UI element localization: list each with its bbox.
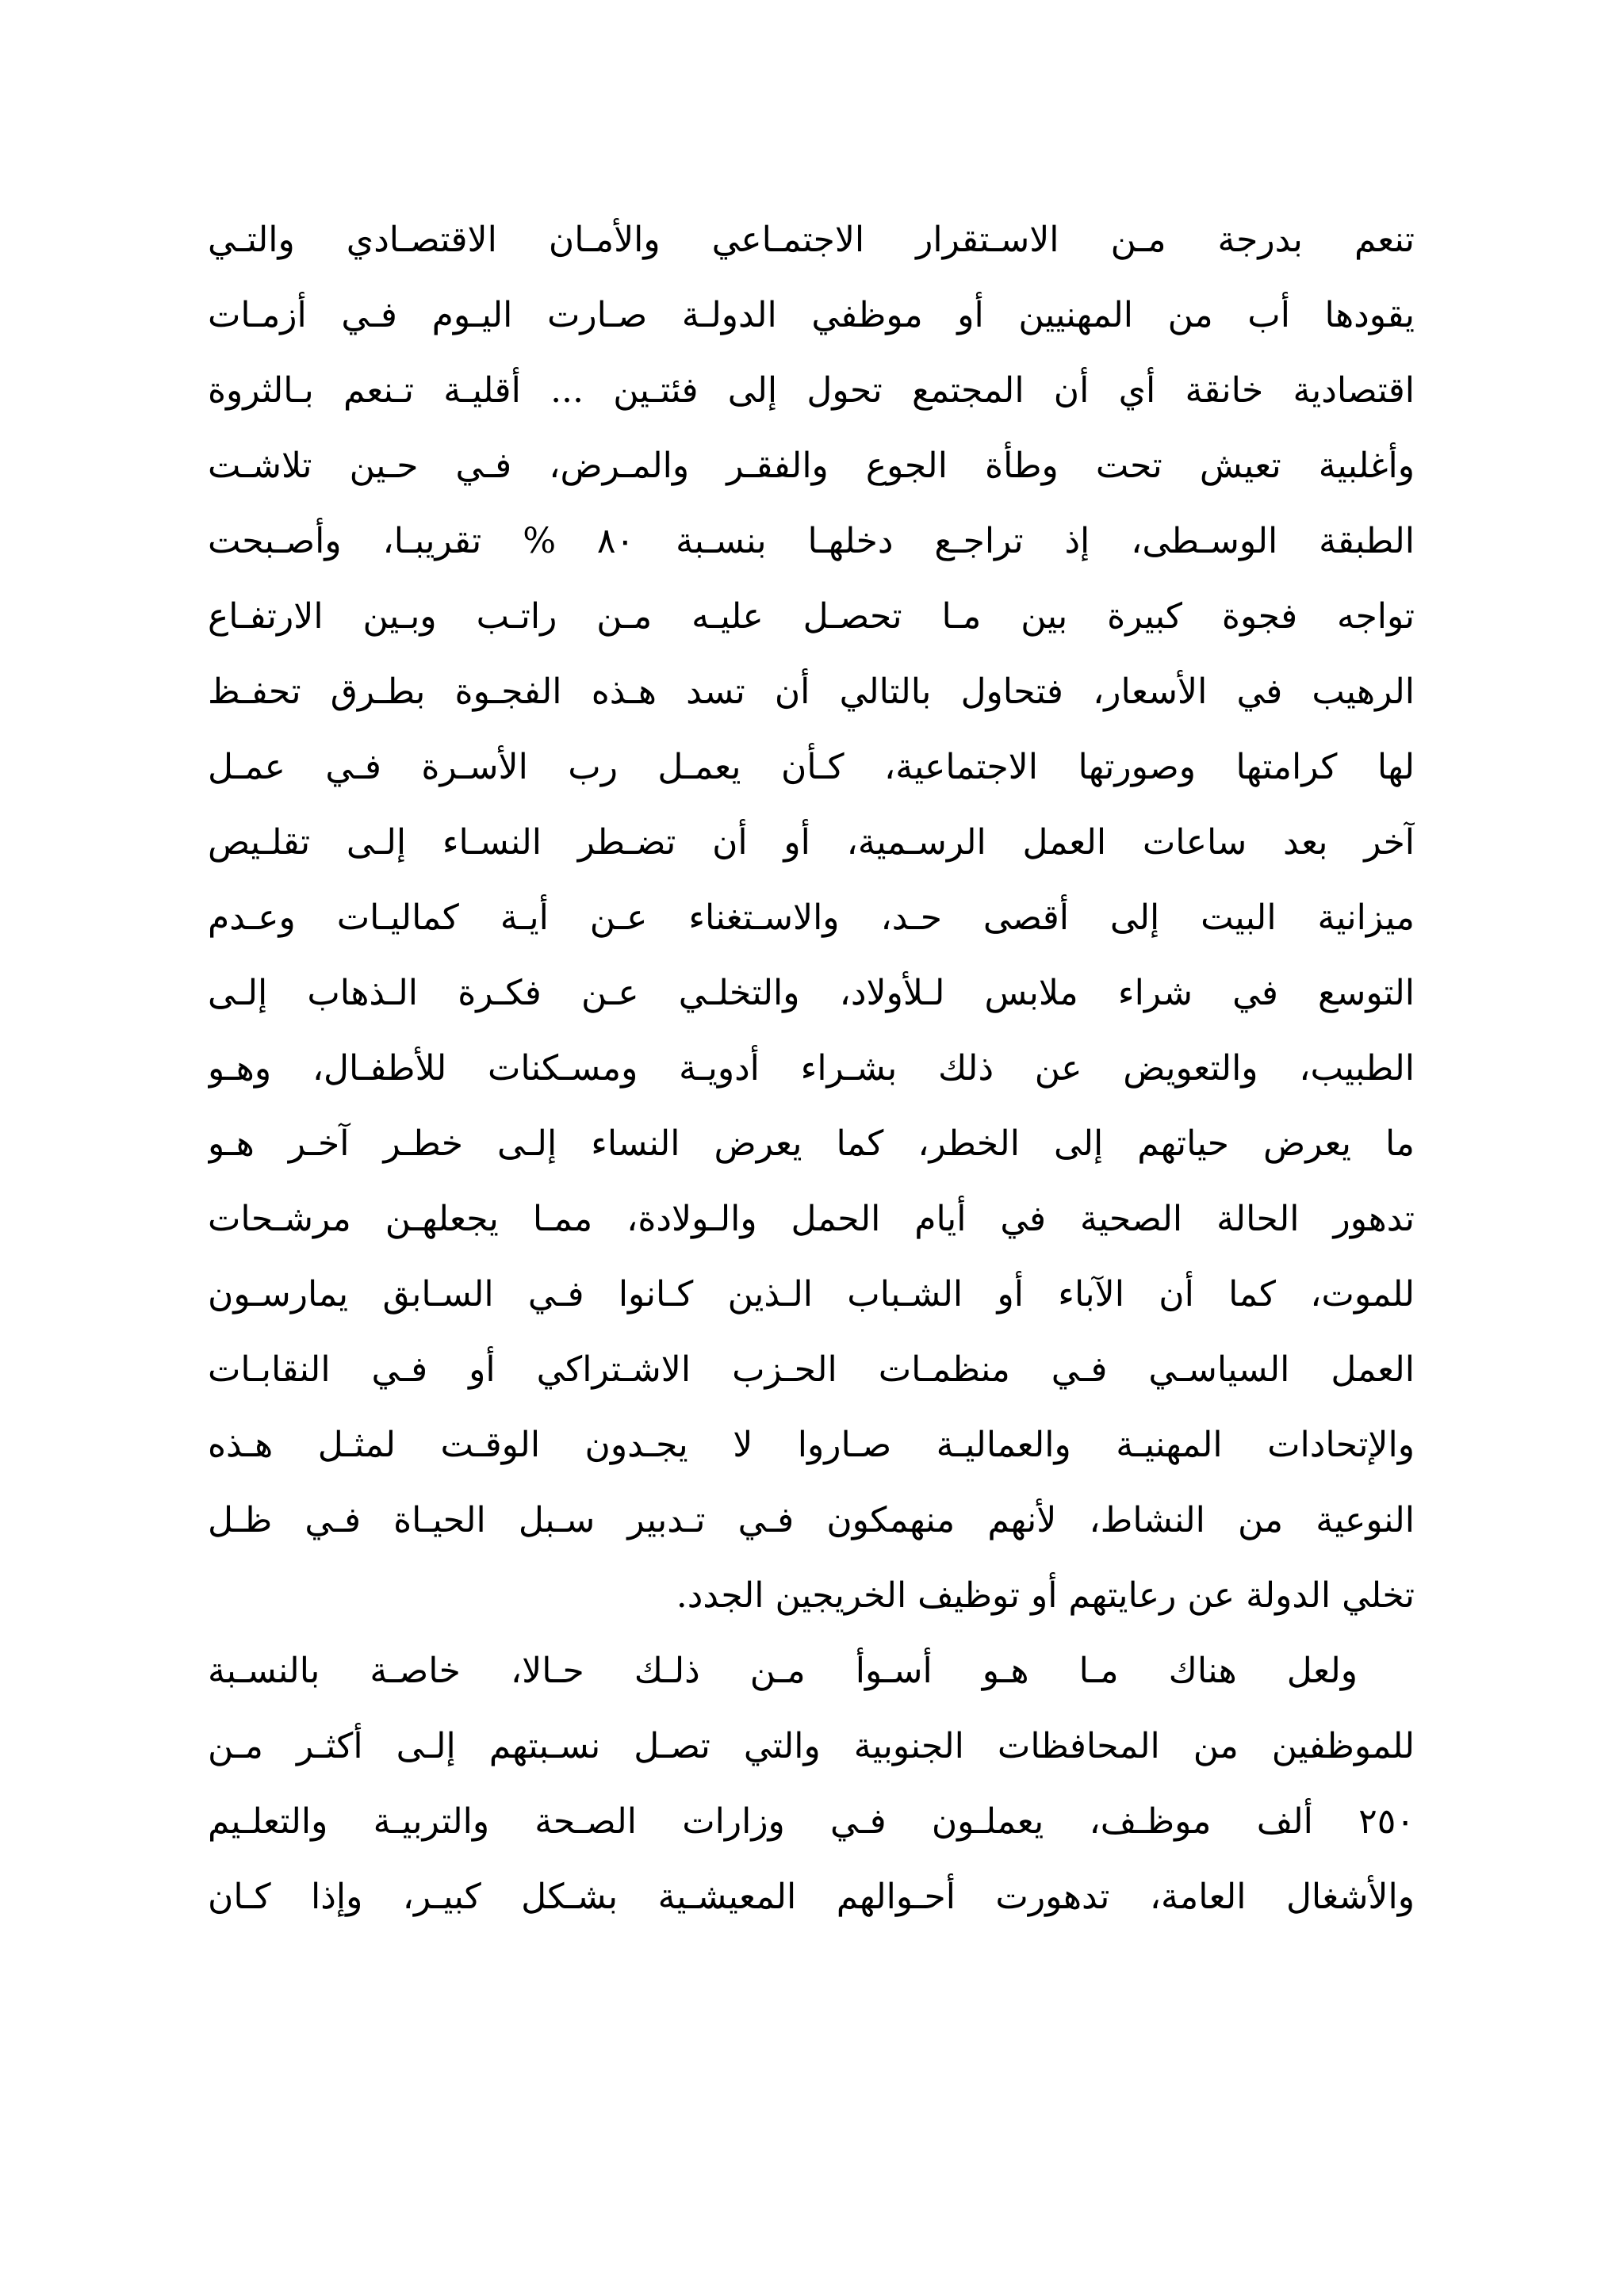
text-line: والإتحادات المهنيـة والعماليـة صـاروا لا يجـدون الوقـت لمثـل هـذه <box>208 1425 1415 1465</box>
text-line: الطبيب، والتعويض عن ذلك بشـراء أدويـة ومسـكنات للأطفـال، وهـو <box>208 1048 1415 1089</box>
text-line: تواجه فجوة كبيرة بين مـا تحصـل عليـه مـن راتـب وبـين الارتفـاع <box>208 596 1415 637</box>
text-line: ٢٥٠ ألف موظـف، يعملـون فـي وزارات الصـحة والتربيـة والتعلـيم <box>208 1801 1415 1842</box>
text-line: آخر بعد ساعات العمل الرسـمية، أو أن تضـطر النسـاء إلـى تقلـيص <box>208 822 1415 863</box>
paragraph-end-line: تخلي الدولة عن رعايتهم أو توظيف الخريجين الجدد. <box>676 1575 1415 1616</box>
text-line: والأشغال العامة، تدهورت أحـوالهم المعيشـية بشـكل كبيـر، وإذا كـان <box>208 1877 1415 1917</box>
text-line: ميزانية البيت إلى أقصى حـد، والاسـتغناء عـن أيـة كماليـات وعـدم <box>208 897 1415 938</box>
text-line: النوعية من النشاط، لأنهم منهمكون فـي تـدبير سـبل الحيـاة فـي ظـل <box>208 1500 1415 1540</box>
text-line: ما يعرض حياتهم إلى الخطر، كما يعرض النساء إلـى خطـر آخـر هـو <box>208 1123 1415 1164</box>
text-line: تنعم بدرجة مـن الاسـتقرار الاجتمـاعي والأمـان الاقتصـادي والتـي <box>208 220 1415 260</box>
paragraph-start-line: ولعل هناك مـا هـو أسـوأ مـن ذلـك حـالا، خاصـة بالنسـبة <box>208 1651 1358 1691</box>
text-line: للموظفين من المحافظات الجنوبية والتي تصـل نسـبتهم إلـى أكثـر مـن <box>208 1726 1415 1766</box>
text-line: يقودها أب من المهنيين أو موظفي الدولـة صـارت اليـوم فـي أزمـات <box>208 295 1415 335</box>
text-line: للموت، كما أن الآباء أو الشـباب الـذين كـانوا فـي السـابق يمارسـون <box>208 1274 1415 1314</box>
text-line: الرهيب في الأسعار، فتحاول بالتالي أن تسد هـذه الفجـوة بطـرق تحفـظ <box>208 672 1415 712</box>
text-line: لها كرامتها وصورتها الاجتماعية، كـأن يعمـل رب الأسـرة فـي عمـل <box>208 747 1415 787</box>
text-line: وأغلبية تعيش تحت وطأة الجوع والفقـر والمـرض، فـي حـين تلاشـت <box>208 446 1415 486</box>
text-line: تدهور الحالة الصحية في أيام الحمل والـولادة، ممـا يجعلهـن مرشـحات <box>208 1199 1415 1239</box>
text-line: التوسع في شراء ملابس لـلأولاد، والتخلـي عـن فكـرة الـذهاب إلـى <box>208 973 1415 1013</box>
text-line: العمل السياسـي فـي منظمـات الحـزب الاشـتراكي أو فـي النقابـات <box>208 1349 1415 1390</box>
body-text <box>208 202 1415 1934</box>
text-line: الطبقة الوسـطى، إذ تراجـع دخلهـا بنسـبة ٨٠ % تقريبـا، وأصـبحت <box>208 521 1415 561</box>
text-line: اقتصادية خانقة أي أن المجتمع تحول إلى فئتـين ... أقليـة تـنعم بـالثروة <box>208 370 1415 411</box>
